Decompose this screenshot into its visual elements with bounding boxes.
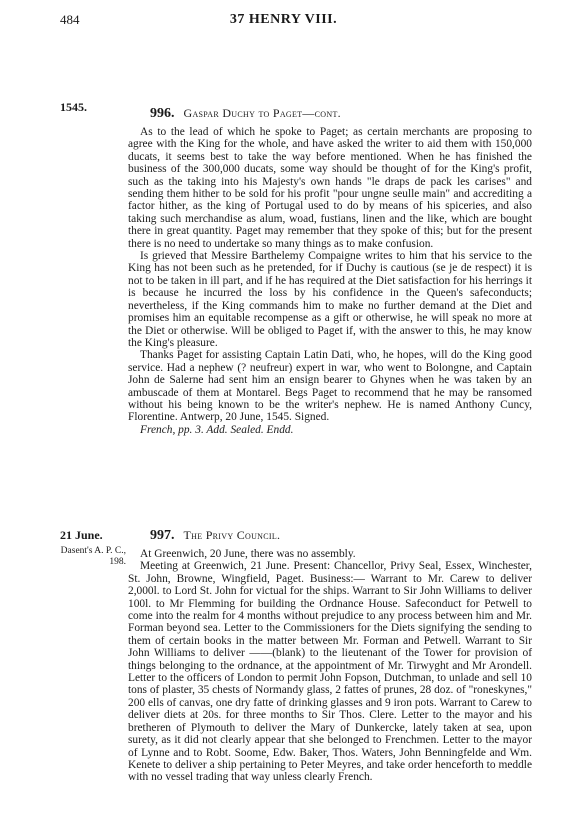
margin-reference: Dasent's A. P. C., 198. bbox=[60, 546, 126, 567]
entry-heading bbox=[150, 528, 280, 544]
entry-title: The Privy Council. bbox=[183, 528, 281, 542]
paragraph: At Greenwich, 20 June, there was no assembly. bbox=[140, 548, 356, 560]
paragraph: As to the lead of which he spoke to Paget; as certain merchants are proposing to agree with the King for the whole, and have asked the writer to aid them with 150,000 ducats, it seems best to take the way before mentioned. When he has finished the business of the 300,000 ducats, some way should be thought of for the King's profit, such as the taking into his Majesty's own hands "le draps de pack les carises" and sending them hither to be sold for his profit "pour ungne seulle main" and accrediting a factor hither, as the king of Portugal used to do by means of his spiceries, and also taking such merchandise as alum, woad, fustians, linen and the like, which are bought there in great quantity. Paget may remember that they spoke of this; but for the present there is no need to undertake so many things as to make confusion. bbox=[128, 126, 532, 250]
entry-meta: French, pp. 3. Add. Sealed. Endd. bbox=[140, 423, 294, 436]
page-number: 484 bbox=[60, 12, 80, 27]
entry-number: 997. bbox=[150, 528, 175, 543]
entry-body bbox=[128, 548, 532, 784]
entry-heading bbox=[150, 106, 341, 122]
margin-date: 21 June. bbox=[60, 528, 103, 542]
paragraph: Meeting at Greenwich, 21 June. Present: Chancellor, Privy Seal, Essex, Winchester, St. John, Browne, Wingfield, Paget. Business:— Warrant to Mr. Carew to deliver 2,000l. to Lord St. John for victual for the ships. Warrant to Sir John Williams to deliver 100l. to Mr Flemming for building the Ordnance House. Safeconduct for Petwell to come into the realm for 4 months without prejudice to any process between him and Mr. Forman beyond sea. Letter to the Commissioners for the Diets signifying the sending to them of certain books in the matter between Mr. Forman and Petwell. Warrant to Sir John Williams to deliver ——(blank) to the lieutenant of the Tower for provision of things belonging to the ordnance, at the appointment of Mr. Tirwyght and Mr Arondell. Letter to the officers of London to permit John Fopson, Dutchman, to unlade and sell 10 tons of plaster, 35 chests of Normandy glass, 2 fattes of prunes, 28 doz. of "roneskynes," 200 ells of canvas, one dry fatte of drinking glasses and 9 iron pots. Warrant to Carew to deliver diets at 20s. for three months to Sir Thos. Clere. Letter to the mayor and his bretheren of Plymouth to deliver the Mary of Dunkercke, lately taken at sea, upon surety, as it did not clearly appear that she belonged to Frenchmen. Letter to the mayor of Lynne and to Robt. Soome, Edw. Baker, Thos. Waters, John Benningfelde and Wm. Kenete to deliver a ship pertaining to Peter Meyres, and take order henceforth to meddle with no vessel trading that way unless clearly French. bbox=[128, 560, 532, 784]
entry-body bbox=[128, 126, 532, 436]
entry-title: Gaspar Duchy to Paget—cont. bbox=[183, 106, 341, 120]
volume-title: 37 HENRY VIII. bbox=[229, 12, 338, 27]
entry-number: 996. bbox=[150, 106, 175, 121]
running-head bbox=[60, 12, 507, 34]
paragraph: Is grieved that Messire Barthelemy Compaigne writes to him that his service to the King has not been such as he pretended, for if Duchy is cautious (se je de respect) it is not to be taken in ill part, and if he has required at the Diet satisfaction for his herrings it is because he incurred the loss by his confidence in the Queen's safeconducts; nevertheless, if the King commands him to make no further demand at the Diet and promises him an equitable recompense as a gift or otherwise, he will speak no more at the Diet or otherwise. Will be obliged to Paget if, with the answer to this, he may know the King's pleasure. bbox=[128, 250, 532, 349]
paragraph: Thanks Paget for assisting Captain Latin Dati, who, he hopes, will do the King good service. Had a nephew (? neufreur) expert in war, who went to Bolongne, and Captain John de Salerne had sent him an ensign bearer to Ghynes when he was taken by an ambuscade of them at Montarel. Begs Paget to recommend that he may be ransomed without his being known to be the writer's nephew. He is named Anthony Cuncy, Florentine. Antwerp, 20 June, 1545. Signed. bbox=[128, 349, 532, 424]
margin-year: 1545. bbox=[60, 100, 87, 114]
